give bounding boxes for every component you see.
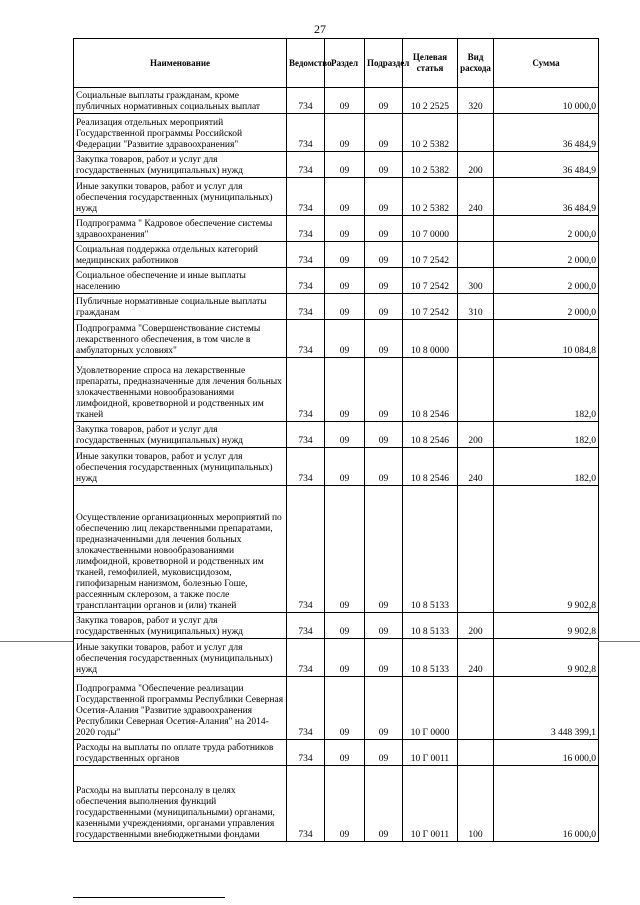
- cell-sub: 09: [365, 358, 403, 422]
- cell-dep: 734: [287, 740, 325, 766]
- cell-amount: 2 000,0: [494, 216, 599, 242]
- header-target: Целевая статья: [403, 39, 458, 88]
- table-row: [74, 422, 599, 448]
- header-department: Ведомство: [287, 39, 325, 88]
- cell-dep: 734: [287, 766, 325, 842]
- cell-sec: 09: [325, 178, 365, 216]
- cell-sec: 09: [325, 268, 365, 294]
- cell-sub: 09: [365, 422, 403, 448]
- cell-type: 320: [458, 88, 494, 114]
- cell-sub: 09: [365, 88, 403, 114]
- cell-sec: 09: [325, 639, 365, 677]
- cell-sec: 09: [325, 358, 365, 422]
- cell-type: 240: [458, 448, 494, 486]
- cell-target: 10 Г 0000: [403, 677, 458, 740]
- cell-sub: 09: [365, 268, 403, 294]
- cell-sub: 09: [365, 766, 403, 842]
- cell-sub: 09: [365, 448, 403, 486]
- cell-name: Иные закупки товаров, работ и услуг для обеспечения государственных (муниципальных) нужд: [74, 178, 287, 216]
- table-row: [74, 88, 599, 114]
- cell-sub: 09: [365, 152, 403, 178]
- budget-table: [73, 38, 599, 842]
- cell-name: Иные закупки товаров, работ и услуг для обеспечения государственных (муниципальных) нужд: [74, 639, 287, 677]
- cell-dep: 734: [287, 486, 325, 613]
- table-row: [74, 268, 599, 294]
- table-row: [74, 358, 599, 422]
- cell-target: 10 Г 0011: [403, 740, 458, 766]
- cell-sec: 09: [325, 88, 365, 114]
- horizontal-rule-right: [598, 641, 640, 642]
- table-row: [74, 152, 599, 178]
- cell-dep: 734: [287, 242, 325, 268]
- table-header-row: [74, 39, 599, 88]
- cell-amount: 2 000,0: [494, 294, 599, 320]
- cell-sec: 09: [325, 613, 365, 639]
- cell-name: Расходы на выплаты по оплате труда работников государственных органов: [74, 740, 287, 766]
- cell-name: Закупка товаров, работ и услуг для государственных (муниципальных) нужд: [74, 422, 287, 448]
- cell-name: Закупка товаров, работ и услуг для государственных (муниципальных) нужд: [74, 152, 287, 178]
- cell-target: 10 8 2546: [403, 358, 458, 422]
- cell-sec: 09: [325, 740, 365, 766]
- cell-dep: 734: [287, 613, 325, 639]
- cell-sec: 09: [325, 422, 365, 448]
- cell-amount: 182,0: [494, 358, 599, 422]
- cell-name: Публичные нормативные социальные выплаты гражданам: [74, 294, 287, 320]
- header-amount: Сумма: [494, 39, 599, 88]
- table-row: [74, 320, 599, 358]
- cell-amount: 9 902,8: [494, 639, 599, 677]
- header-expense-type: Вид расхода: [458, 39, 494, 88]
- cell-name: Удовлетворение спроса на лекарственные препараты, предназначенные для лечения больных злокачественными новообразованиями лимфоидной, кроветворной и родственных им тканей: [74, 358, 287, 422]
- table-row: [74, 740, 599, 766]
- cell-name: Подпрограмма "Совершенствование системы лекарственного обеспечения, в том числе в амбулаторных условиях": [74, 320, 287, 358]
- cell-amount: 16 000,0: [494, 766, 599, 842]
- cell-sec: 09: [325, 114, 365, 152]
- cell-type: [458, 358, 494, 422]
- cell-target: 10 8 2546: [403, 422, 458, 448]
- cell-sub: 09: [365, 320, 403, 358]
- cell-amount: 3 448 399,1: [494, 677, 599, 740]
- cell-type: 200: [458, 422, 494, 448]
- cell-name: Социальная поддержка отдельных категорий медицинских работников: [74, 242, 287, 268]
- cell-dep: 734: [287, 320, 325, 358]
- cell-target: 10 2 5382: [403, 114, 458, 152]
- cell-amount: 182,0: [494, 448, 599, 486]
- cell-sub: 09: [365, 677, 403, 740]
- cell-sub: 09: [365, 740, 403, 766]
- cell-name: Реализация отдельных мероприятий Государственной программы Российской Федерации "Развитие здравоохранения": [74, 114, 287, 152]
- cell-amount: 10 084,8: [494, 320, 599, 358]
- cell-sec: 09: [325, 152, 365, 178]
- cell-target: 10 8 5133: [403, 639, 458, 677]
- header-subsection: Подраздел: [365, 39, 403, 88]
- horizontal-rule-left: [0, 641, 73, 642]
- table-row: [74, 486, 599, 613]
- cell-dep: 734: [287, 677, 325, 740]
- cell-dep: 734: [287, 422, 325, 448]
- cell-name: Закупка товаров, работ и услуг для государственных (муниципальных) нужд: [74, 613, 287, 639]
- cell-target: 10 8 2546: [403, 448, 458, 486]
- header-section: Раздел: [325, 39, 365, 88]
- cell-sub: 09: [365, 178, 403, 216]
- cell-dep: 734: [287, 88, 325, 114]
- cell-type: 200: [458, 152, 494, 178]
- cell-sec: 09: [325, 294, 365, 320]
- cell-type: 240: [458, 639, 494, 677]
- table-row: [74, 114, 599, 152]
- cell-name: Расходы на выплаты персоналу в целях обеспечения выполнения функций государственными (муниципальными) органами, казенными учреждениями, органами управления государственными внебюджетными фондами: [74, 766, 287, 842]
- cell-amount: 36 484,9: [494, 178, 599, 216]
- cell-dep: 734: [287, 268, 325, 294]
- cell-amount: 9 902,8: [494, 613, 599, 639]
- table-row: [74, 639, 599, 677]
- cell-sub: 09: [365, 486, 403, 613]
- cell-sec: 09: [325, 486, 365, 613]
- header-name: Наименование: [74, 39, 287, 88]
- cell-type: [458, 114, 494, 152]
- cell-sec: 09: [325, 320, 365, 358]
- cell-sec: 09: [325, 766, 365, 842]
- cell-target: 10 7 2542: [403, 242, 458, 268]
- cell-name: Иные закупки товаров, работ и услуг для обеспечения государственных (муниципальных) нужд: [74, 448, 287, 486]
- cell-type: [458, 216, 494, 242]
- table-row: [74, 178, 599, 216]
- table-row: [74, 613, 599, 639]
- cell-type: [458, 320, 494, 358]
- cell-sub: 09: [365, 613, 403, 639]
- table-row: [74, 448, 599, 486]
- table-row: [74, 766, 599, 842]
- cell-type: 100: [458, 766, 494, 842]
- table-row: [74, 677, 599, 740]
- cell-dep: 734: [287, 114, 325, 152]
- cell-type: 240: [458, 178, 494, 216]
- cell-dep: 734: [287, 448, 325, 486]
- cell-sec: 09: [325, 677, 365, 740]
- cell-type: [458, 242, 494, 268]
- footnote-separator: [73, 897, 225, 898]
- cell-target: 10 8 0000: [403, 320, 458, 358]
- cell-dep: 734: [287, 216, 325, 242]
- cell-target: 10 8 5133: [403, 486, 458, 613]
- cell-target: 10 2 5382: [403, 152, 458, 178]
- cell-target: 10 7 2542: [403, 268, 458, 294]
- cell-amount: 10 000,0: [494, 88, 599, 114]
- cell-sub: 09: [365, 294, 403, 320]
- cell-name: Социальные выплаты гражданам, кроме публичных нормативных социальных выплат: [74, 88, 287, 114]
- cell-target: 10 8 5133: [403, 613, 458, 639]
- cell-sec: 09: [325, 448, 365, 486]
- table-row: [74, 294, 599, 320]
- cell-type: [458, 740, 494, 766]
- cell-amount: 36 484,9: [494, 114, 599, 152]
- cell-amount: 16 000,0: [494, 740, 599, 766]
- cell-dep: 734: [287, 152, 325, 178]
- cell-amount: 2 000,0: [494, 268, 599, 294]
- cell-dep: 734: [287, 358, 325, 422]
- cell-target: 10 2 5382: [403, 178, 458, 216]
- cell-type: 310: [458, 294, 494, 320]
- cell-target: 10 7 0000: [403, 216, 458, 242]
- page-number: 27: [314, 22, 326, 36]
- cell-target: 10 Г 0011: [403, 766, 458, 842]
- cell-dep: 734: [287, 639, 325, 677]
- cell-sec: 09: [325, 216, 365, 242]
- cell-dep: 734: [287, 294, 325, 320]
- cell-amount: 2 000,0: [494, 242, 599, 268]
- table-row: [74, 216, 599, 242]
- cell-type: 300: [458, 268, 494, 294]
- cell-sub: 09: [365, 242, 403, 268]
- cell-name: Подпрограмма " Кадровое обеспечение системы здравоохранения": [74, 216, 287, 242]
- cell-amount: 36 484,9: [494, 152, 599, 178]
- cell-name: Подпрограмма "Обеспечение реализации Государственной программы Республики Северная Осетия-Алания "Развитие здравоохранения Республики Северная Осетия-Алания" на 2014-2020 годы": [74, 677, 287, 740]
- cell-type: [458, 486, 494, 613]
- cell-amount: 182,0: [494, 422, 599, 448]
- cell-sec: 09: [325, 242, 365, 268]
- cell-type: 200: [458, 613, 494, 639]
- cell-sub: 09: [365, 114, 403, 152]
- cell-dep: 734: [287, 178, 325, 216]
- cell-amount: 9 902,8: [494, 486, 599, 613]
- cell-sub: 09: [365, 216, 403, 242]
- cell-target: 10 7 2542: [403, 294, 458, 320]
- cell-target: 10 2 2525: [403, 88, 458, 114]
- cell-sub: 09: [365, 639, 403, 677]
- cell-name: Социальное обеспечение и иные выплаты населению: [74, 268, 287, 294]
- cell-name: Осуществление организационных мероприятий по обеспечению лиц лекарственными препаратами, предназначенными для лечения больных злокачественными новообразованиями лимфоидной, кроветворной и родственных им тканей, гемофилией, муковисцидозом, гипофизарным нанизмом, болезнью Гоше, рассеянным склерозом, а также после трансплантации органов и (или) тканей: [74, 486, 287, 613]
- cell-type: [458, 677, 494, 740]
- table-row: [74, 242, 599, 268]
